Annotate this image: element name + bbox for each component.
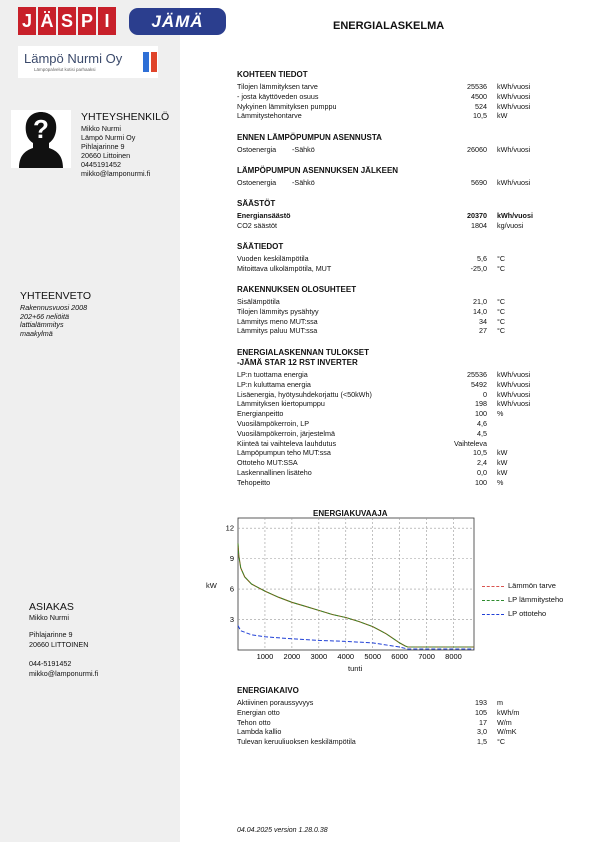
section-title-ennen: ENNEN LÄMPÖPUMPUN ASENNUSTA [237,133,382,142]
x-tick-label: 1000 [256,652,274,660]
row-label: Vuosilämpökerroin, LP [237,419,310,428]
legend-item [480,594,590,606]
row-label: Ottoteho MUT:SSA [237,458,298,468]
row-value: 5690 [471,178,487,187]
legend-swatch [482,614,504,615]
row-unit: °C [497,316,506,326]
row-label: Kiinteä tai vaihteleva lauhdutus [237,438,337,448]
data-row [237,211,557,221]
y-tick-label: 9 [229,554,234,564]
legend-item [480,580,590,592]
x-tick-label: 8000 [445,652,462,660]
legend-label: LP lämmitysteho [508,595,564,604]
x-tick-label: 5000 [364,652,382,660]
row-label: Ostoenergia [237,178,277,187]
row-unit: °C [497,297,506,306]
row-unit: kW [497,458,508,468]
row-value: 3,0 [477,727,487,737]
contact-line: Mikko Nurmi [81,124,121,133]
contact-details [81,124,176,178]
legend-label: LP ottoteho [508,609,547,618]
row-unit: kWh/m [497,707,520,717]
row-label: Tulevan keruuliuoksen keskilämpötila [237,737,356,747]
row-unit: kWh/vuosi [497,389,531,399]
row-value: 4,5 [477,428,487,438]
row-value: 198 [475,399,487,409]
data-row [237,478,557,488]
data-row [237,468,557,478]
data-row [237,370,557,380]
section-subtitle-tulokset: -JÄMÄ STAR 12 RST INVERTER [237,358,358,367]
logo-letter: I [98,7,116,35]
energy-chart [204,510,476,660]
row-label: Lämmityksen kiertopumppu [237,399,325,409]
row-label: Lisäenergia, hyötysuhdekorjattu (<50kWh) [237,389,372,399]
row-label: Tilojen lämmityksen tarve [237,82,318,91]
x-tick-label: 7000 [418,652,435,660]
avatar [11,110,71,168]
customer-address: Pihlajarinne 9 [29,630,73,639]
x-tick-label: 6000 [391,652,408,660]
row-label: Tilojen lämmitys pysähtyy [237,306,319,316]
row-label: LP:n kuluttama energia [237,379,311,389]
row-label: Vuosilämpökerroin, järjestelmä [237,428,336,438]
row-unit: kWh/vuosi [497,145,531,154]
section-title-saastot: SÄÄSTÖT [237,199,276,208]
row-unit: m [497,698,503,707]
row-unit: kWh/vuosi [497,370,531,379]
data-row [237,390,557,400]
row-label: Sisälämpötila [237,297,280,306]
row-label: Mitoittava ulkolämpötila, MUT [237,263,332,273]
data-row [237,178,557,188]
row-unit: W/mK [497,727,517,737]
row-label: Lämmitystehontarve [237,111,302,121]
row-value: 25536 [467,82,487,91]
row-unit: kWh/vuosi [497,379,531,389]
data-row [237,82,557,92]
contact-line: Pihlajarinne 9 [81,142,125,151]
logo-letter: J [18,7,36,35]
row-value: 100 [475,409,487,419]
data-row [237,419,557,429]
customer-phone: 044-5191452 [29,659,72,668]
row-value: Vaihteleva [453,438,487,448]
row-value: 20370 [467,211,487,220]
data-row [237,380,557,390]
summary-lines [20,304,170,338]
row-value: 34 [479,316,487,326]
section-title-olo: RAKENNUKSEN OLOSUHTEET [237,285,357,294]
data-row [237,698,557,708]
customer-postal: 20660 LITTOINEN [29,640,89,649]
row-value: 26060 [467,145,487,154]
contact-line: Lämpö Nurmi Oy [81,133,136,142]
chart-title: ENERGIAKUVAAJA [313,509,388,518]
row-label: Energian otto [237,707,280,717]
contact-line: mikko@lamponurmi.fi [81,169,151,178]
data-row [237,92,557,102]
section-title-jalkeen: LÄMPÖPUMPUN ASENNUKSEN JÄLKEEN [237,166,399,175]
page-title: ENERGIALASKELMA [333,20,445,32]
row-unit: °C [497,263,506,273]
row-label: - josta käyttöveden osuus [237,91,319,101]
row-label: Nykyinen lämmityksen pumppu [237,101,337,111]
row-label: Tehopeitto [237,477,271,487]
row-label: Energianpeitto [237,409,284,419]
unknown-person-icon [11,110,71,168]
contact-line: 0445191452 [81,160,121,169]
x-tick-label: 4000 [337,652,355,660]
plot-area [238,518,474,650]
row-unit: °C [497,254,506,263]
summary-line: lattialämmitys [20,320,64,329]
row-value: 524 [475,101,487,111]
version-footer: 04.04.2025 version 1.28.0.38 [237,827,328,834]
chart-xlabel: tunti [348,664,363,673]
row-value: 0 [483,389,487,399]
lampo-nurmi-logo [18,46,158,78]
row-unit: kg/vuosi [497,220,524,230]
row-unit: kW [497,448,508,458]
section-title-kaivo: ENERGIAKAIVO [237,686,299,695]
lampo-logo-sub: Lämpöpalvelut kotisi parhaaksi [34,67,96,72]
logo-letter: Ä [38,7,56,35]
contact-line: 20660 Littoinen [81,151,131,160]
chart-ylabel: kW [206,581,217,590]
row-label: Laskennallinen lisäteho [237,468,312,477]
row-value: 4,6 [477,419,487,428]
logo-letter: P [78,7,96,35]
row-label: Vuoden keskilämpötila [237,254,309,263]
row-label: Aktiivinen poraussyvyys [237,698,314,707]
customer-email: mikko@lamponurmi.fi [29,669,99,678]
row-label: Lämpöpumpun teho MUT:ssa [237,448,331,458]
section-title-kohde: KOHTEEN TIEDOT [237,70,308,79]
logo-bar-red [151,52,157,72]
row-label: Energiansäästö [237,211,291,220]
row-value: 2,4 [477,458,487,468]
row-label: Lämmitys paluu MUT:ssa [237,326,318,336]
lampo-logo-name: Lämpö Nurmi Oy [24,51,123,66]
row-unit: kWh/vuosi [497,82,531,91]
row-label: LP:n tuottama energia [237,370,308,379]
x-tick-label: 3000 [310,652,328,660]
row-unit: W/m [497,717,512,727]
summary-line: Rakennusvuosi 2008 [20,303,88,312]
row-value: 1804 [471,220,487,230]
customer-heading: ASIAKAS [29,601,74,613]
row-value: 1,5 [477,737,487,747]
data-row [237,102,557,112]
row-value: 10,5 [473,111,487,121]
y-tick-label: 3 [229,615,234,625]
y-tick-label: 6 [229,584,234,594]
data-row [237,409,557,419]
row-unit: kWh/vuosi [497,399,531,409]
logo-bar-blue [143,52,149,72]
data-row [237,429,557,439]
data-row [237,399,557,409]
legend-swatch [482,600,504,601]
row-unit: kWh/vuosi [497,91,531,101]
data-row [237,111,557,121]
data-row [237,297,557,307]
row-sublabel: -Sähkö [292,178,315,187]
data-row [237,458,557,468]
contact-heading: YHTEYSHENKILÖ [81,111,170,123]
row-value: 5,6 [477,254,487,263]
row-unit: °C [497,737,506,747]
legend-label: Lämmön tarve [508,581,556,590]
row-label: Lambda kallio [237,727,282,737]
logo-letter: S [58,7,76,35]
y-tick-label: 12 [225,523,234,533]
row-unit: kW [497,468,508,477]
jaspi-logo [18,7,116,35]
row-unit: % [497,409,504,419]
legend-item [480,608,590,620]
summary-line: 202+66 neliöitä [20,311,69,321]
x-tick-label: 2000 [283,652,301,660]
data-row [237,448,557,458]
row-sublabel: -Sähkö [292,145,315,154]
row-unit: kW [497,111,508,121]
row-unit: kWh/vuosi [497,101,531,111]
row-value: 105 [475,707,487,717]
summary-heading: YHTEENVETO [20,290,91,302]
chart-legend [480,580,590,620]
customer-name: Mikko Nurmi [29,613,69,622]
row-value: 17 [479,717,487,727]
data-row [237,145,557,155]
svg-text:?: ? [33,114,49,144]
row-value: 193 [475,698,487,707]
data-row [237,254,557,264]
row-value: 14,0 [473,306,487,316]
section-title-tulokset: ENERGIALASKENNAN TULOKSET [237,348,370,357]
row-value: 100 [475,477,487,487]
row-value: 21,0 [473,297,487,306]
row-unit: kWh/vuosi [497,178,531,187]
row-unit: % [497,477,504,487]
row-unit: °C [497,326,506,336]
row-label: Lämmitys meno MUT:ssa [237,316,318,326]
data-row [237,708,557,718]
row-value: 27 [479,326,487,336]
row-value: 0,0 [477,468,487,477]
legend-swatch [482,586,504,587]
row-value: -25,0 [470,263,487,273]
data-row [237,439,557,449]
row-value: 10,5 [473,448,487,458]
data-row [237,221,557,231]
row-unit: °C [497,306,506,316]
jama-logo: JÄMÄ [129,8,226,35]
data-row [237,737,557,747]
data-row [237,718,557,728]
row-unit: kWh/vuosi [497,211,533,220]
row-value: 4500 [471,91,487,101]
row-value: 25536 [467,370,487,379]
row-label: Ostoenergia [237,145,277,154]
data-row [237,264,557,274]
summary-line: maakylmä [20,328,53,338]
data-row [237,317,557,327]
row-value: 5492 [471,379,487,389]
row-label: CO2 säästöt [237,220,277,230]
row-label: Tehon otto [237,717,271,727]
data-row [237,307,557,317]
section-title-saa: SÄÄTIEDOT [237,242,284,251]
data-row [237,727,557,737]
data-row [237,326,557,336]
